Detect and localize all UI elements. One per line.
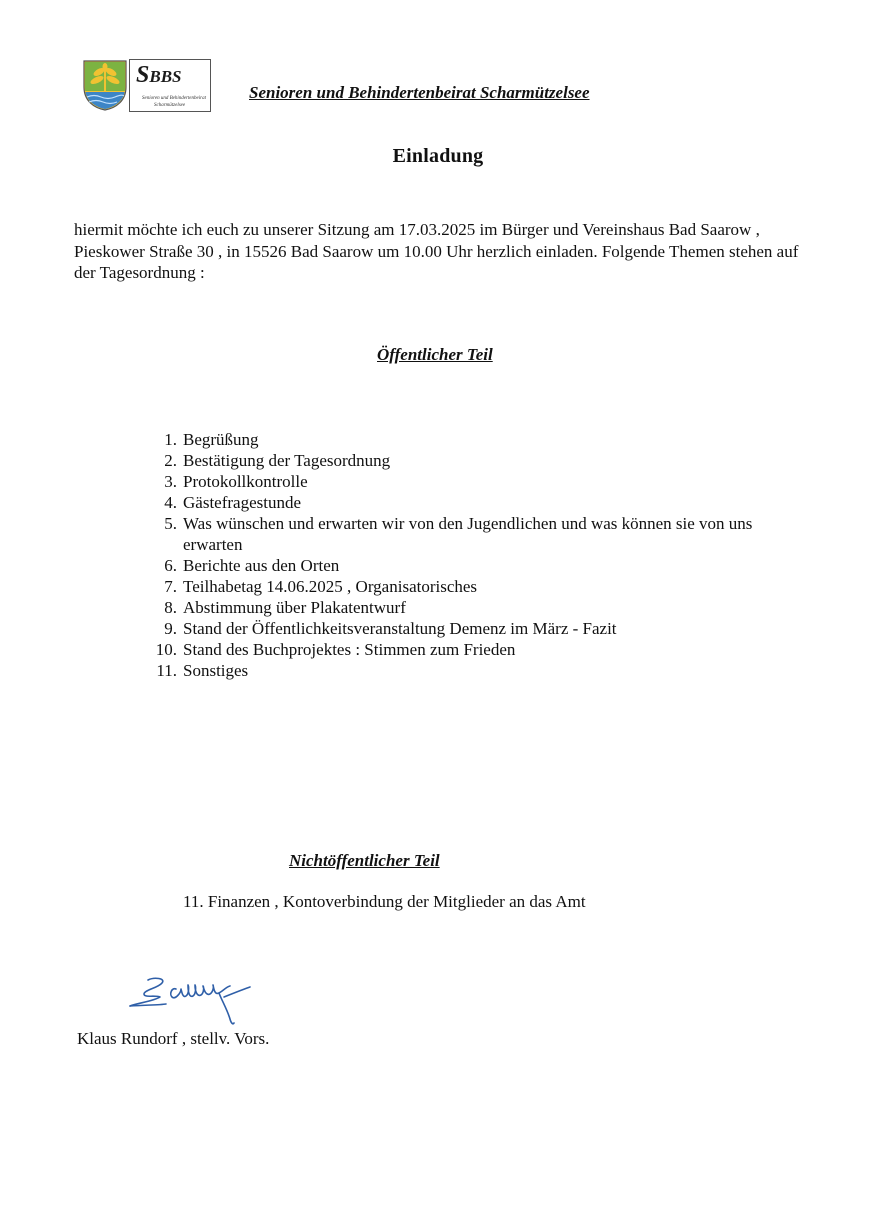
agenda-item-number: 10. — [155, 640, 177, 659]
agenda-item-number: 4. — [164, 493, 177, 512]
signature-icon — [126, 975, 254, 1027]
agenda-item-number: 2. — [164, 451, 177, 470]
agenda-item-number: 11. — [156, 661, 177, 680]
agenda-item-text: Begrüßung — [183, 430, 259, 449]
organization-name: Senioren und Behindertenbeirat Scharmützelsee — [249, 83, 590, 102]
agenda-item — [150, 639, 810, 660]
agenda-item — [150, 513, 810, 555]
agenda-item — [150, 492, 810, 513]
agenda-item-text: Stand der Öffentlichkeitsveranstaltung Demenz im März - Fazit — [183, 619, 617, 638]
agenda-item — [150, 471, 810, 492]
agenda-item-text: Sonstiges — [183, 661, 249, 680]
agenda-item-text: Stand des Buchprojektes : Stimmen zum Frieden — [183, 640, 516, 659]
agenda-item-text: Abstimmung über Plakatentwurf — [183, 598, 406, 617]
public-section-heading: Öffentlicher Teil — [377, 345, 493, 364]
agenda-item — [150, 597, 810, 618]
agenda-item-text: Berichte aus den Orten — [183, 556, 340, 575]
agenda-item — [150, 618, 810, 639]
agenda-item — [150, 555, 810, 576]
agenda-item-number: 9. — [164, 619, 177, 638]
private-agenda-item: 11. Finanzen , Kontoverbindung der Mitglieder an das Amt — [183, 892, 586, 911]
agenda-item — [150, 576, 810, 597]
agenda-item-number: 6. — [164, 556, 177, 575]
agenda-item — [150, 429, 810, 450]
agenda-item-number: 5. — [164, 514, 177, 533]
agenda-item-text: Bestätigung der Tagesordnung — [183, 451, 391, 470]
agenda-item — [150, 660, 810, 681]
signer-name: Klaus Rundorf , stellv. Vors. — [77, 1029, 270, 1048]
document-title: Einladung — [392, 145, 484, 167]
private-section-heading: Nichtöffentlicher Teil — [289, 851, 440, 870]
agenda-item-text: Was wünschen und erwarten wir von den Jugendlichen und was können sie von uns erwarten — [183, 514, 753, 554]
agenda-item — [150, 450, 810, 471]
sbbs-logo-subtitle-2: Scharmützelsee — [154, 103, 186, 108]
agenda-list — [150, 429, 810, 681]
agenda-item-number: 1. — [164, 430, 177, 449]
intro-paragraph: hiermit möchte ich euch zu unserer Sitzung am 17.03.2025 im Bürger und Vereinshaus Bad Saarow , Pieskower Straße 30 , in 15526 Bad Saarow um 10.00 Uhr herzlich einladen. Folgende Themen stehen auf der Tagesordnung : — [74, 220, 799, 282]
sbbs-logo — [129, 59, 211, 112]
agenda-item-text: Teilhabetag 14.06.2025 , Organisatorisches — [183, 577, 478, 596]
agenda-item-text: Protokollkontrolle — [183, 472, 308, 491]
agenda-item-text: Gästefragestunde — [183, 493, 302, 512]
agenda-item-number: 7. — [164, 577, 177, 596]
agenda-item-number: 8. — [164, 598, 177, 617]
sbbs-logo-subtitle-1: Senioren und Behindertenbeirat — [142, 96, 206, 101]
coat-of-arms-icon — [82, 59, 128, 111]
sbbs-logo-text: SBBS — [136, 62, 182, 88]
agenda-item-number: 3. — [164, 472, 177, 491]
